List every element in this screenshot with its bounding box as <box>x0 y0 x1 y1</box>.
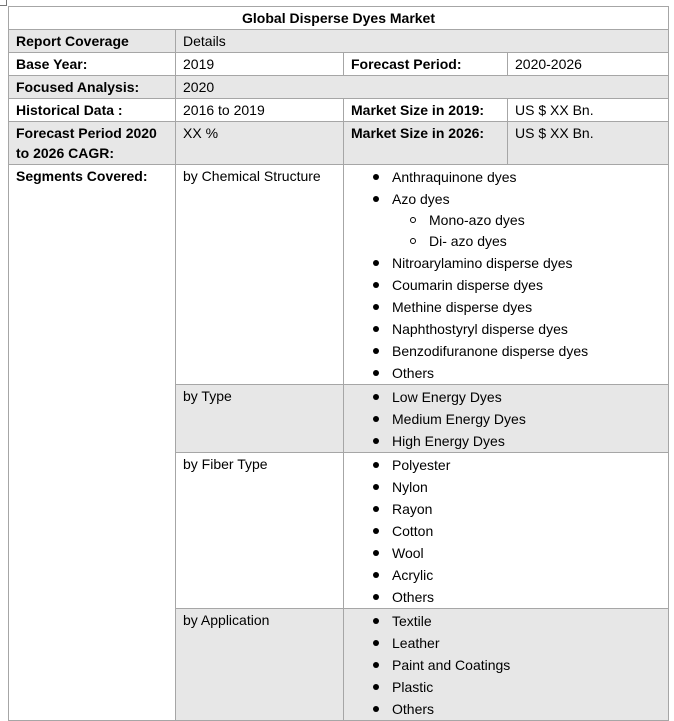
list-item: Rayon <box>344 498 661 520</box>
forecast-cagr-value: XX % <box>176 122 344 165</box>
list-item: Others <box>344 362 661 384</box>
segment-name: by Chemical Structure <box>176 165 344 385</box>
azo-dyes-sublist <box>344 210 661 252</box>
fiber-type-list <box>344 454 661 608</box>
table-title: Global Disperse Dyes Market <box>9 7 669 30</box>
list-item: Low Energy Dyes <box>344 386 661 408</box>
base-year-row <box>9 53 669 76</box>
segment-items-cell <box>344 609 669 721</box>
list-item: Leather <box>344 632 661 654</box>
segment-items-cell <box>344 385 669 453</box>
list-item: Polyester <box>344 454 661 476</box>
segment-items-cell <box>344 453 669 609</box>
forecast-period-value: 2020-2026 <box>508 53 669 76</box>
list-item: Acrylic <box>344 564 661 586</box>
focused-analysis-value: 2020 <box>176 76 669 99</box>
focused-analysis-row <box>9 76 669 99</box>
sub-list-item: Mono-azo dyes <box>344 210 661 231</box>
segment-name: by Fiber Type <box>176 453 344 609</box>
list-item: Others <box>344 586 661 608</box>
market-size-2026-label: Market Size in 2026: <box>344 122 508 165</box>
report-coverage-row <box>9 30 669 53</box>
historical-data-value: 2016 to 2019 <box>176 99 344 122</box>
list-item: Nylon <box>344 476 661 498</box>
list-item: Coumarin disperse dyes <box>344 274 661 296</box>
list-item: Wool <box>344 542 661 564</box>
list-item <box>344 188 661 252</box>
forecast-cagr-label: Forecast Period 2020 to 2026 CAGR: <box>9 122 176 165</box>
list-item: High Energy Dyes <box>344 430 661 452</box>
list-item: Paint and Coatings <box>344 654 661 676</box>
list-item-label: Azo dyes <box>392 191 450 207</box>
segment-items-cell <box>344 165 669 385</box>
title-row <box>9 7 669 30</box>
corner-marker <box>0 0 7 6</box>
historical-data-row <box>9 99 669 122</box>
type-list <box>344 386 661 452</box>
list-item: Textile <box>344 610 661 632</box>
base-year-label: Base Year: <box>9 53 176 76</box>
list-item: Nitroarylamino disperse dyes <box>344 252 661 274</box>
list-item: Benzodifuranone disperse dyes <box>344 340 661 362</box>
forecast-cagr-row <box>9 122 669 165</box>
list-item: Cotton <box>344 520 661 542</box>
market-size-2026-value: US $ XX Bn. <box>508 122 669 165</box>
segment-name: by Application <box>176 609 344 721</box>
historical-data-label: Historical Data : <box>9 99 176 122</box>
list-item: Plastic <box>344 676 661 698</box>
base-year-value: 2019 <box>176 53 344 76</box>
segment-name: by Type <box>176 385 344 453</box>
market-size-2019-value: US $ XX Bn. <box>508 99 669 122</box>
segments-covered-label: Segments Covered: <box>9 165 176 721</box>
market-report-table <box>8 6 669 721</box>
report-coverage-value: Details <box>176 30 669 53</box>
chemical-structure-list <box>344 166 661 384</box>
list-item: Anthraquinone dyes <box>344 166 661 188</box>
application-list <box>344 610 661 720</box>
focused-analysis-label: Focused Analysis: <box>9 76 176 99</box>
sub-list-item: Di- azo dyes <box>344 231 661 252</box>
list-item: Naphthostyryl disperse dyes <box>344 318 661 340</box>
list-item: Methine disperse dyes <box>344 296 661 318</box>
segment-chemical-structure-row <box>9 165 669 385</box>
list-item: Medium Energy Dyes <box>344 408 661 430</box>
market-size-2019-label: Market Size in 2019: <box>344 99 508 122</box>
forecast-period-label: Forecast Period: <box>344 53 508 76</box>
report-coverage-label: Report Coverage <box>9 30 176 53</box>
list-item: Others <box>344 698 661 720</box>
